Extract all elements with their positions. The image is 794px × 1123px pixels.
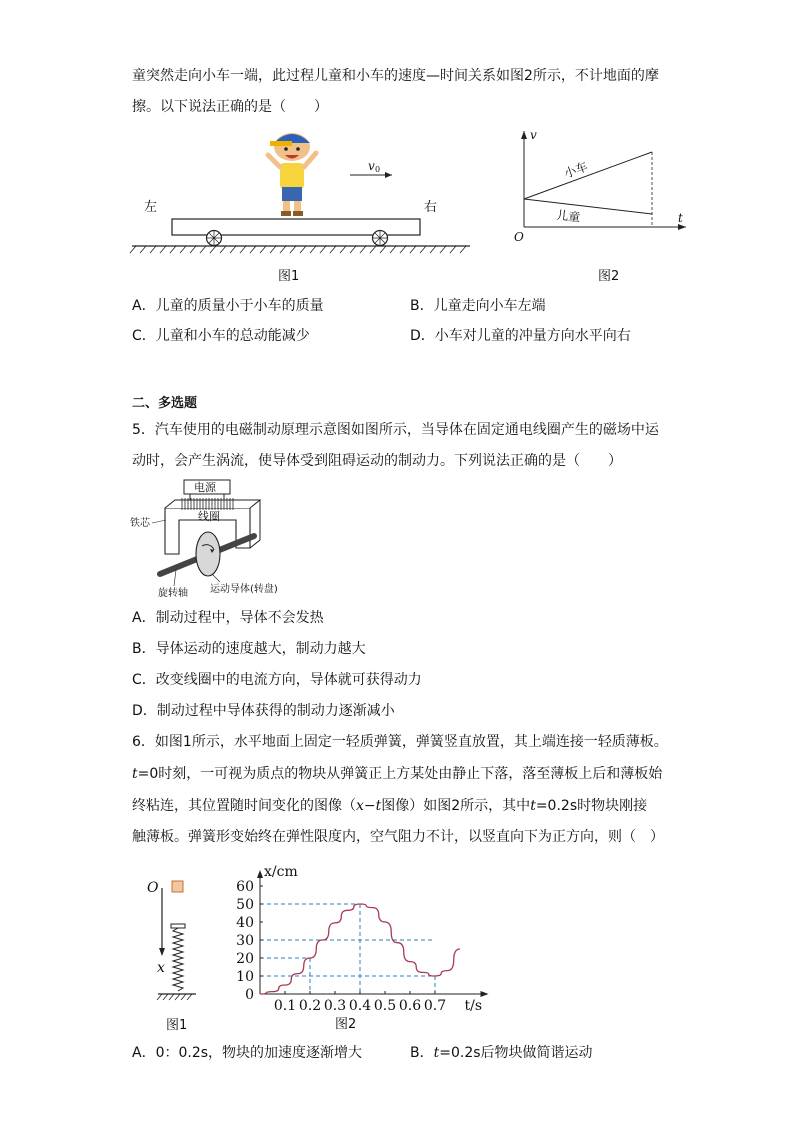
q6-stem-line3-e: =0.2s时物块刚接 [535,798,648,814]
chart-x-tick-label: 0.7 [423,998,447,1014]
q6-figure2-chart [225,858,495,1038]
q4-option-c[interactable]: C．儿童和小车的总动能减少 [132,328,310,344]
car-line [524,152,652,199]
q6-option-a[interactable]: A．0：0.2s，物块的加速度逐渐增大 [132,1045,363,1061]
child-illustration [268,133,316,216]
ground-hatch [130,246,466,253]
chart-x-tick-label: 0.4 [348,998,372,1014]
q6-stem-line4: 触薄板。弹簧形变始终在弹性限度内，空气阻力不计，以竖直向下为正方向，则（ ） [132,829,664,845]
power-label: 电源 [194,481,216,494]
q5-stem-line1: 5．汽车使用的电磁制动原理示意图如图所示，当导体在固定通电线圈产生的磁场中运 [132,422,659,438]
chart-y-label: x/cm [264,864,298,880]
q6-fig1-caption: 图1 [166,1018,188,1033]
disk-label: 运动导体(转盘) [210,584,278,595]
thin-plate [171,924,185,928]
q6-stem-line2 [132,764,662,784]
q4-figure1 [130,125,475,290]
q6-figure1-spring [140,874,220,1034]
chart-y-tick-label: 10 [236,969,254,985]
q6-stem-line2-text: =0时刻，一可视为质点的物块从弹簧正上方某处由静止下落，落至薄板上后和薄板始 [137,766,663,782]
q6-stem-line1: 6．如图1所示，水平地面上固定一轻质弹簧，弹簧竖直放置，其上端连接一轻质薄板。 [132,734,668,750]
q6-stem-line3 [132,796,647,816]
chart-x-tick-label: 0.2 [298,998,322,1014]
v0-subscript: 0 [375,165,381,174]
q6-stem-line3-a: 终粘连，其位置随时间变化的图像（ [132,798,356,814]
q4-stem-line2: 擦。以下说法正确的是（ ） [132,99,328,115]
chart-caption: 图2 [335,1017,357,1032]
t-axis-label: t [678,211,683,225]
q4-fig2-caption: 图2 [598,269,620,284]
q6-var-t2: t [530,798,536,814]
q6-option-b-prefix: B． [410,1045,434,1061]
block [172,881,183,892]
spring [173,928,183,991]
chart-x-label: t/s [464,998,483,1014]
q4-option-a[interactable]: A．儿童的质量小于小车的质量 [132,298,324,314]
q4-fig1-caption: 图1 [278,269,300,284]
q6-x-label: x [157,960,165,976]
cart-wheel-left [207,231,222,246]
v-axis-label: v [530,128,537,142]
left-label: 左 [144,200,158,215]
chart-x-tick-label: 0.3 [323,998,347,1014]
q6-option-b-text: =0.2s后物块做简谐运动 [439,1045,593,1061]
q5-figure-brake [130,478,300,600]
chart-y-ticks [236,879,263,1003]
q5-option-d[interactable]: D．制动过程中导体获得的制动力逐渐减小 [132,703,395,719]
child-line [524,199,652,214]
chart-y-tick-label: 0 [245,987,254,1003]
q5-option-a[interactable]: A．制动过程中，导体不会发热 [132,610,324,626]
core-label: 铁芯 [130,518,150,529]
q6-var-xt: x−t [356,798,382,814]
chart-y-tick-label: 30 [236,933,254,949]
chart-guides [260,904,435,994]
q6-stem-line3-c: 图像）如图2所示，其中 [381,798,531,814]
chart-x-tick-label: 0.1 [273,998,297,1014]
section-title-multi-choice: 二、多选题 [132,396,198,411]
q6-option-b[interactable] [410,1043,593,1063]
car-label: 小车 [562,159,590,181]
q5-option-b[interactable]: B．导体运动的速度越大，制动力越大 [132,641,366,657]
q4-stem-line1: 童突然走向小车一端，此过程儿童和小车的速度—时间关系如图2所示，不计地面的摩 [132,68,659,84]
q4-figure2 [510,125,690,285]
q5-stem-line2: 动时，会产生涡流，使导体受到阻碍运动的制动力。下列说法正确的是（ ） [132,453,622,469]
rotating-disk [196,532,220,576]
q6-option-b-var: t [433,1045,440,1061]
chart-y-tick-label: 50 [236,897,254,913]
chart-x-tick-label: 0.6 [398,998,422,1014]
origin-label: O [514,230,524,244]
chart-y-tick-label: 60 [236,879,254,895]
child-label: 儿童 [555,208,582,225]
q4-option-d[interactable]: D．小车对儿童的冲量方向水平向右 [410,328,631,344]
q6-origin-label: O [147,880,159,896]
coil-label: 线圈 [198,510,220,523]
chart-x-arrow [481,991,489,997]
q6-var-t: t [132,766,138,782]
q4-option-b[interactable]: B．儿童走向小车左端 [410,298,546,314]
shaft-label: 旋转轴 [158,588,188,599]
chart-x-tick-label: 0.5 [373,998,397,1014]
v0-label: v [368,159,375,173]
right-label: 右 [424,200,438,215]
cart-wheel-right [373,231,388,246]
chart-y-arrow [257,870,263,878]
chart-y-tick-label: 40 [236,915,254,931]
q5-option-c[interactable]: C．改变线圈中的电流方向，导体就可获得动力 [132,672,422,688]
chart-y-tick-label: 20 [236,951,254,967]
